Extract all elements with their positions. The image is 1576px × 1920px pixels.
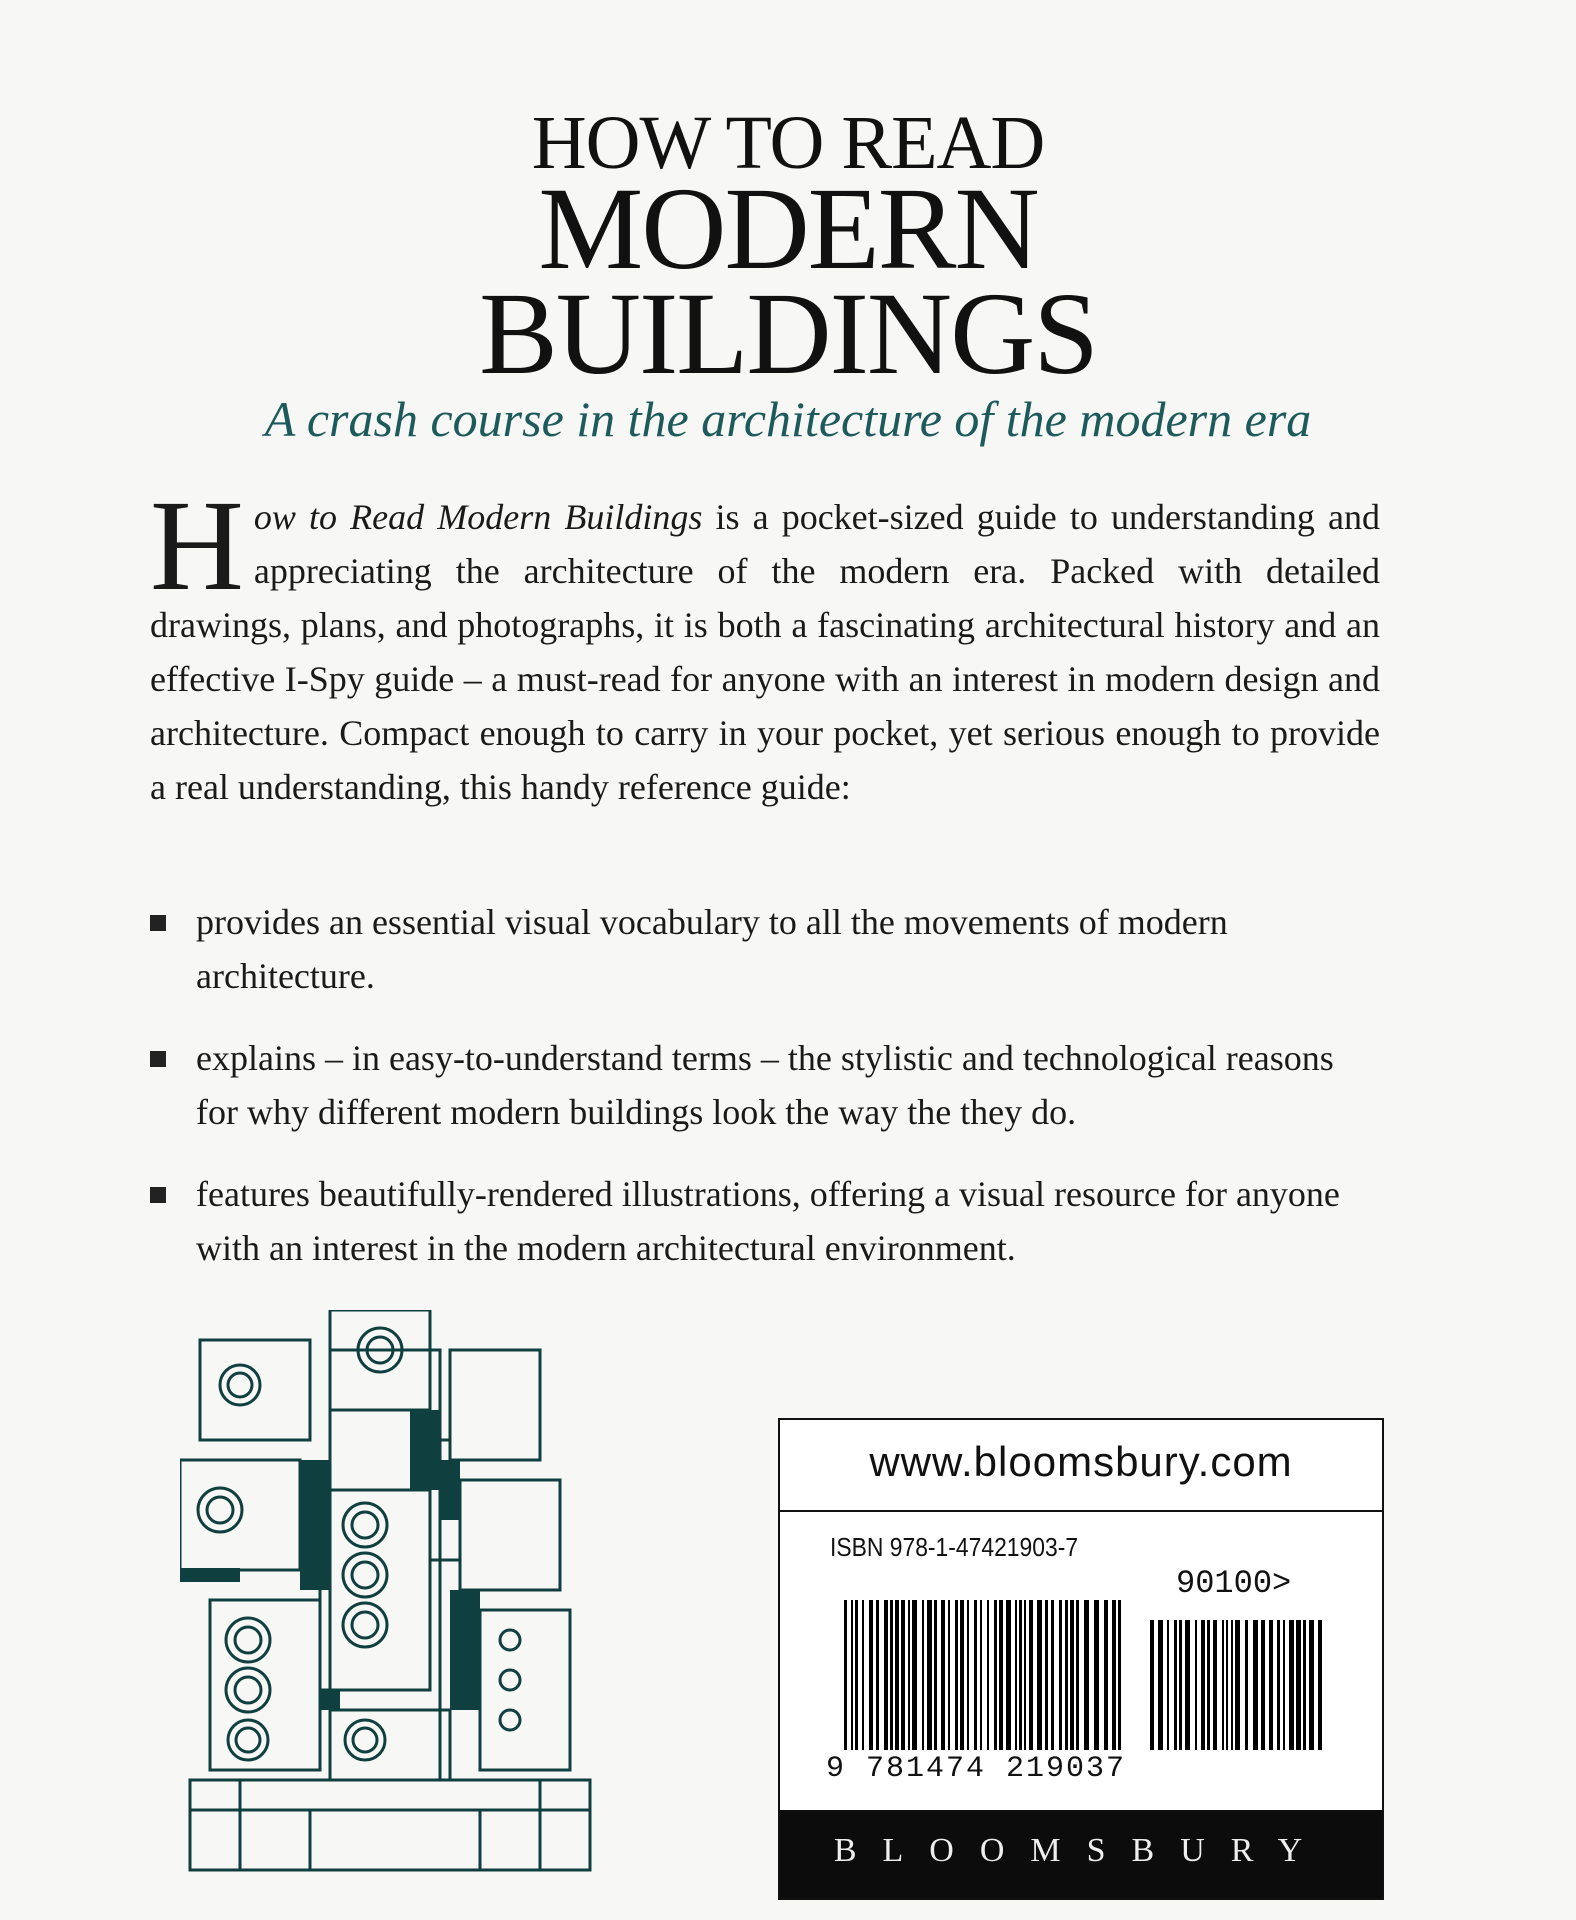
barcode-bar xyxy=(869,1600,873,1750)
barcode-bar xyxy=(1104,1600,1108,1750)
barcode-bar xyxy=(851,1600,853,1750)
intro-body: is a pocket-sized guide to understanding and appreciating the architecture of the modern era. Packed with detailed drawings, plans, and photographs, it is both a fascinating architectural history and an effective I-Spy guide – a must-read for anyone with an interest in modern design and architecture. Compact enough to carry in your pocket, yet serious enough to provide a real understanding, this handy reference guide: xyxy=(150,497,1381,807)
barcode-bar xyxy=(862,1600,864,1750)
barcode-bar xyxy=(1207,1620,1210,1750)
barcode-bar xyxy=(1261,1620,1265,1750)
barcode-bar xyxy=(1076,1600,1079,1750)
barcode-bar xyxy=(1201,1620,1205,1750)
publisher-url: www.bloomsbury.com xyxy=(869,1438,1293,1485)
barcode-bar xyxy=(876,1600,879,1750)
barcode-bar xyxy=(1070,1600,1074,1750)
barcode-bar xyxy=(901,1600,905,1750)
barcode-bar xyxy=(1303,1620,1306,1750)
square-bullet-icon xyxy=(150,1187,166,1203)
barcode-bar xyxy=(1045,1600,1048,1750)
barcode-bar xyxy=(1150,1620,1154,1750)
barcode-bar xyxy=(1167,1620,1169,1750)
barcode-bar xyxy=(1118,1600,1121,1750)
title-line-1: HOW TO READ xyxy=(531,101,1045,185)
barcode-bar xyxy=(1019,1600,1022,1750)
barcode-bar xyxy=(980,1600,982,1750)
capsule-tower-illustration xyxy=(180,1310,610,1880)
barcode-bar xyxy=(1084,1600,1089,1750)
barcode-bar xyxy=(1185,1620,1190,1750)
ean-digits: 9 781474 219037 xyxy=(826,1752,1127,1786)
divider xyxy=(780,1510,1382,1512)
barcode-bar xyxy=(1174,1620,1177,1750)
feature-text: explains – in easy-to-understand terms – the stylistic and technological reasons for why different modern buildings look the way the they do. xyxy=(196,1038,1334,1132)
barcode-bar xyxy=(934,1600,937,1750)
feature-list xyxy=(150,895,1380,1303)
barcode-bar xyxy=(987,1600,989,1750)
barcode-bar xyxy=(1231,1620,1233,1750)
barcode-bar xyxy=(844,1600,847,1750)
intro-paragraph xyxy=(150,474,1381,814)
price-code: 90100> xyxy=(1176,1565,1292,1602)
barcode-bar xyxy=(1195,1620,1197,1750)
barcode-bar xyxy=(1235,1620,1240,1750)
barcode-bar xyxy=(974,1600,977,1750)
barcode-bar xyxy=(1222,1620,1224,1750)
barcode-bar xyxy=(1283,1620,1285,1750)
barcode-bar xyxy=(1253,1620,1258,1750)
barcode-bar xyxy=(1024,1600,1026,1750)
illustration-podium xyxy=(190,1780,590,1870)
barcode-bar xyxy=(1037,1600,1042,1750)
square-bullet-icon xyxy=(150,915,166,931)
barcode-bar xyxy=(1318,1620,1322,1750)
barcode-bar xyxy=(1094,1600,1099,1750)
intro-book-title: ow to Read Modern Buildings xyxy=(253,497,703,537)
isbn-barcode-box xyxy=(778,1418,1384,1900)
barcode-bar xyxy=(994,1600,997,1750)
barcode-bar xyxy=(1051,1600,1054,1750)
barcode-bar xyxy=(1179,1620,1182,1750)
square-bullet-icon xyxy=(150,1051,166,1067)
barcode-bar xyxy=(1059,1600,1062,1750)
barcode-bar xyxy=(1226,1620,1228,1750)
barcode-bar xyxy=(948,1600,950,1750)
barcode-bar xyxy=(1158,1620,1163,1750)
barcode-bar xyxy=(967,1600,969,1750)
feature-item xyxy=(150,1167,1380,1275)
barcode-bar xyxy=(1269,1620,1273,1750)
barcode-bar xyxy=(927,1600,932,1750)
barcode-bar xyxy=(884,1600,888,1750)
barcode-bar xyxy=(941,1600,945,1750)
title-line-3: BUILDINGS xyxy=(479,268,1097,399)
isbn-number: ISBN 978-1-47421903-7 xyxy=(830,1532,1079,1562)
subtitle: A crash course in the architecture of the modern era xyxy=(264,391,1312,447)
barcode-bar xyxy=(1309,1620,1314,1750)
barcode-bar xyxy=(1277,1620,1280,1750)
publisher-logo-text: BLOOMSBURY xyxy=(833,1832,1329,1869)
barcode-image xyxy=(820,1560,1360,1760)
barcode-bar xyxy=(895,1600,899,1750)
barcode-bar xyxy=(955,1600,958,1750)
barcode-bar xyxy=(912,1600,917,1750)
barcode-bar xyxy=(855,1600,858,1750)
barcode-bar xyxy=(1029,1600,1033,1750)
barcode-bar xyxy=(1296,1620,1301,1750)
feature-item xyxy=(150,895,1380,1003)
barcode-bar xyxy=(1289,1620,1294,1750)
barcode-bar xyxy=(1112,1600,1116,1750)
barcode-bar xyxy=(1015,1600,1017,1750)
feature-text: features beautifully-rendered illustrations, offering a visual resource for anyone with an interest in the modern architectural environment. xyxy=(196,1174,1340,1268)
barcode-bar xyxy=(960,1600,964,1750)
barcode-bar xyxy=(1245,1620,1248,1750)
barcode-bar xyxy=(1213,1620,1217,1750)
barcode-bar xyxy=(999,1600,1003,1750)
barcode-bar xyxy=(890,1600,893,1750)
barcode-bar xyxy=(1006,1600,1011,1750)
publisher-band xyxy=(780,1810,1382,1898)
feature-text: provides an essential visual vocabulary to all the movements of modern architecture. xyxy=(196,902,1228,996)
drop-cap: H xyxy=(150,474,244,618)
title-line-2: MODERN xyxy=(538,163,1038,294)
barcode-bar xyxy=(922,1600,924,1750)
barcode-bar xyxy=(908,1600,910,1750)
barcode-bar xyxy=(1065,1600,1068,1750)
feature-item xyxy=(150,1031,1380,1139)
